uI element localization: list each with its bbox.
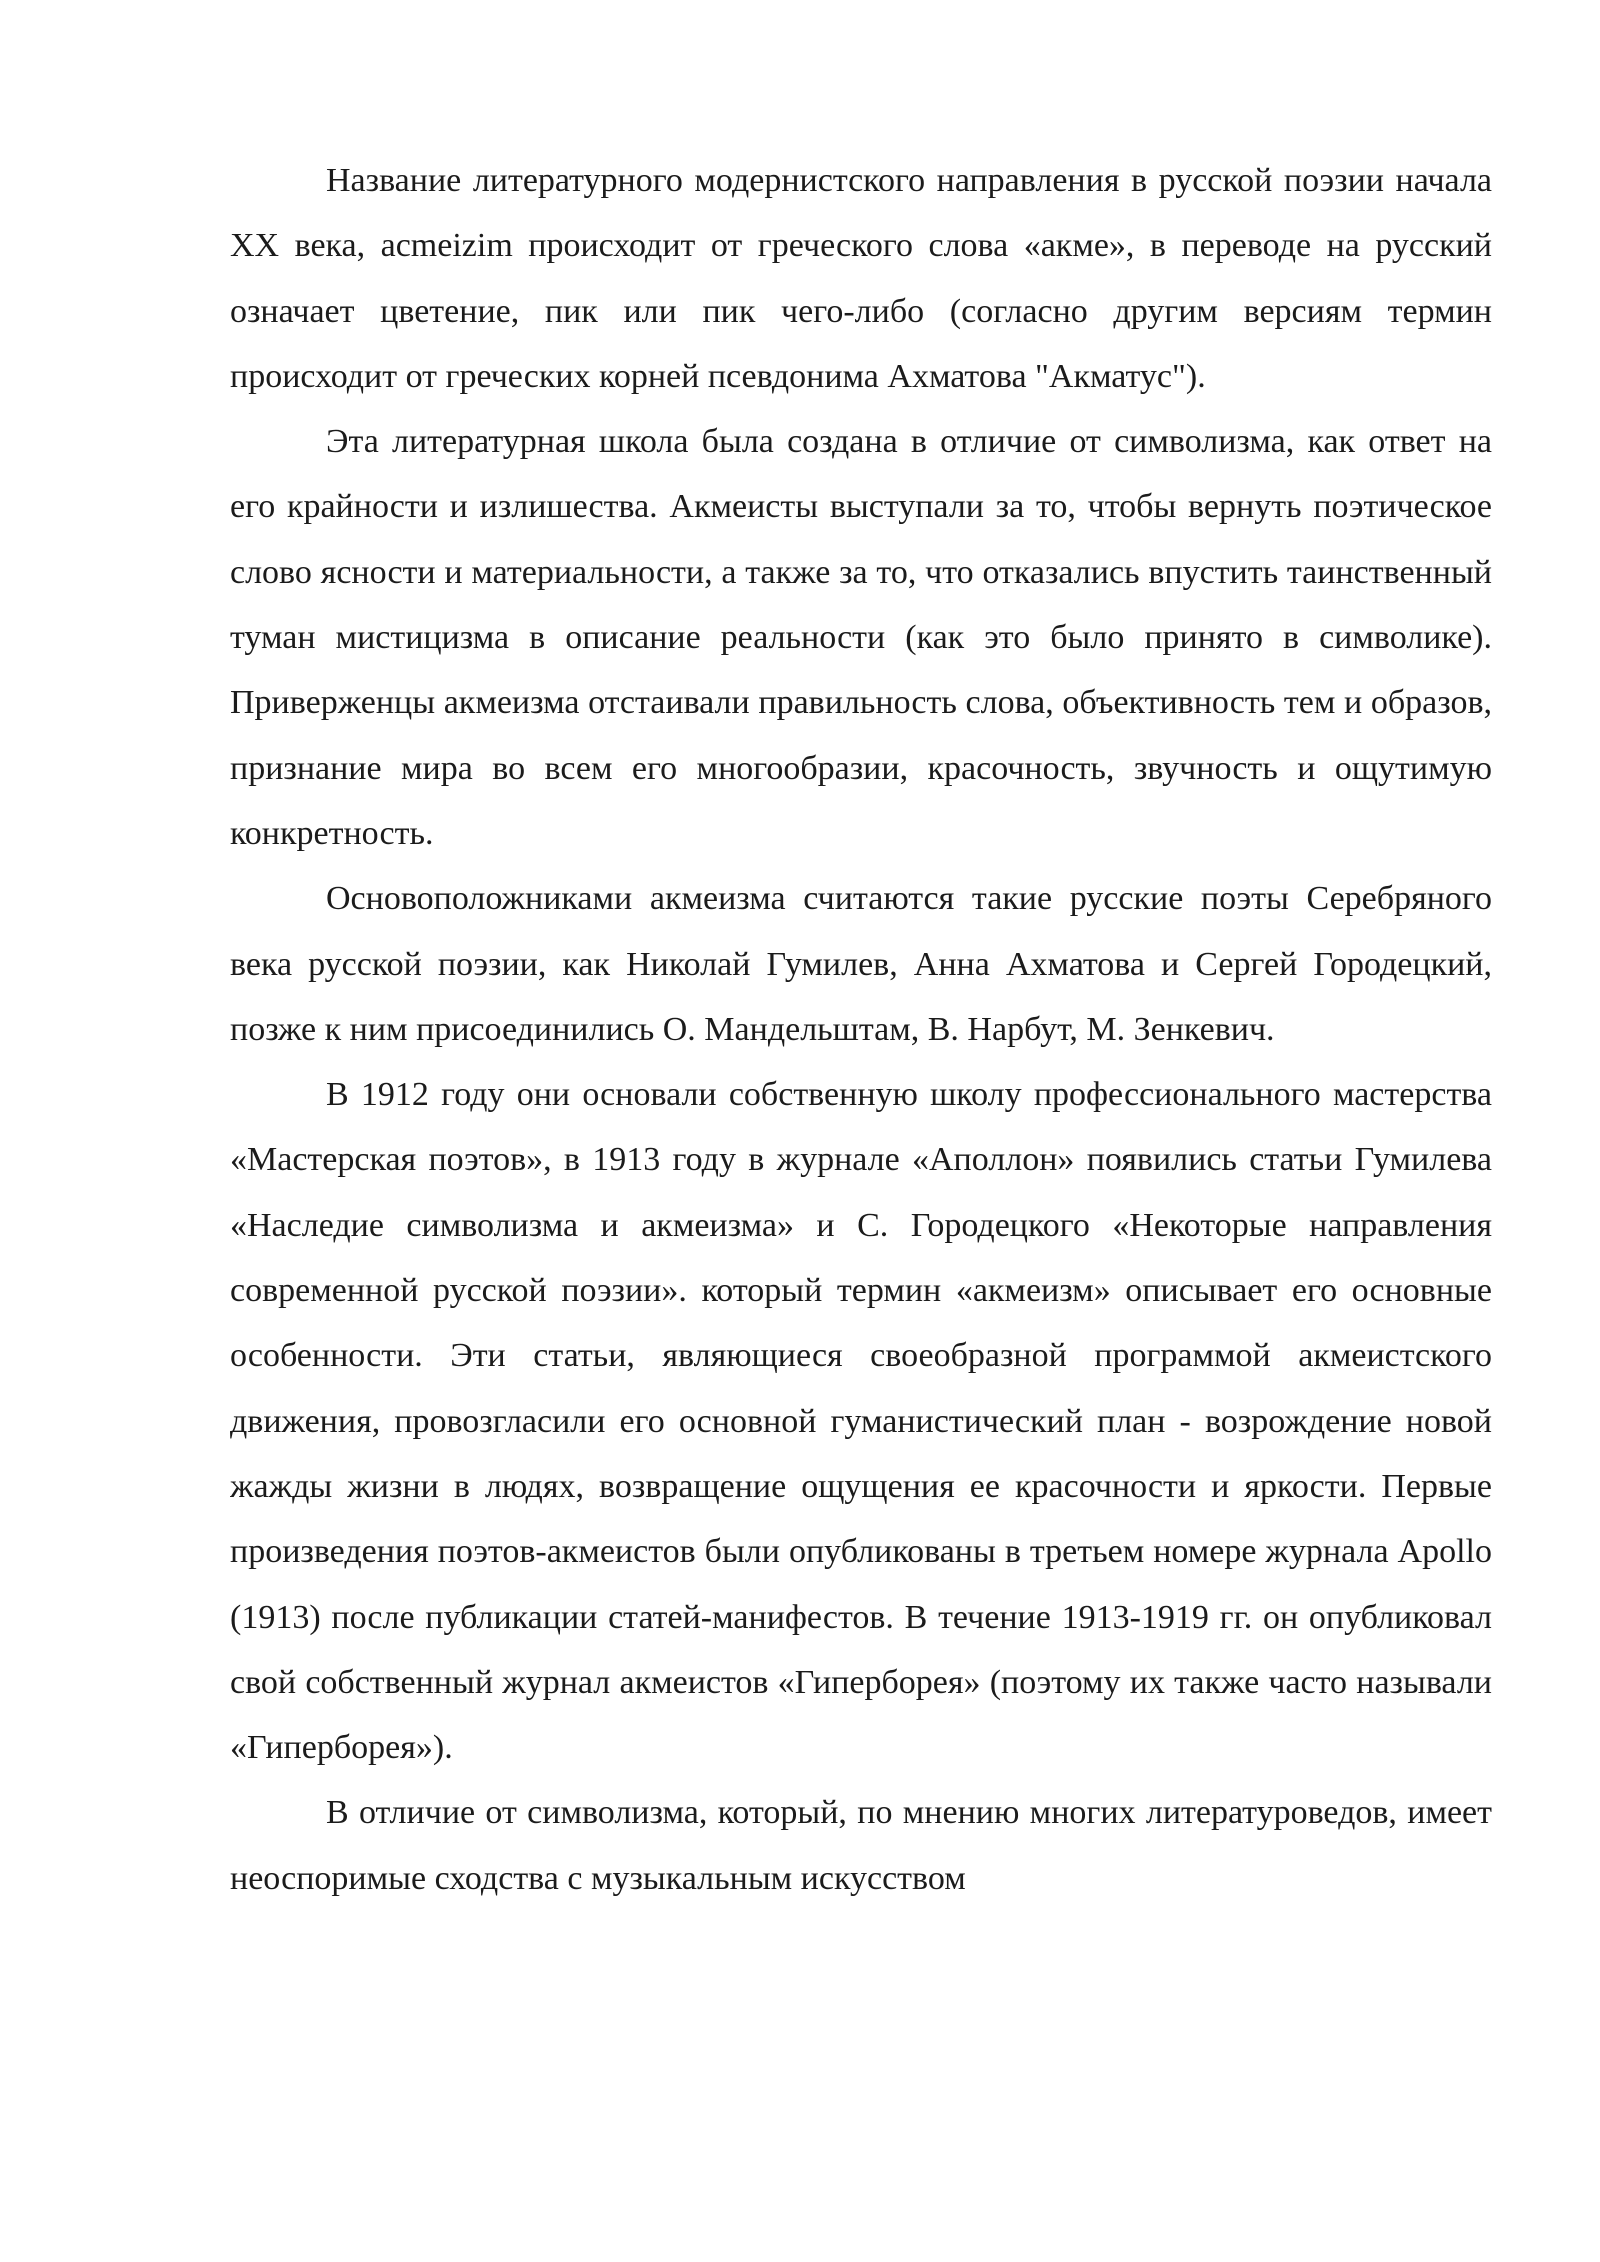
paragraph: В 1912 году они основали собственную школу профессионального мастерства «Мастерская поэтов», в 1913 году в журнале «Аполлон» появились статьи Гумилева «Наследие символизма и акмеизма» и С. Городецкого «Некоторые направления современной русской поэзии». который термин «акмеизм» описывает его основные особенности. Эти статьи, являющиеся своеобразной программой акмеистского движения, провозгласили его основной гуманистический план - возрождение новой жажды жизни в людях, возвращение ощущения ее красочности и яркости. Первые произведения поэтов-акмеистов были опубликованы в третьем номере журнала Apollo (1913) после публикации статей-манифестов. В течение 1913-1919 гг. он опубликовал свой собственный журнал акмеистов «Гиперборея» (поэтому их также часто называли «Гиперборея»). — [230, 1076, 1492, 1767]
paragraph: Основоположниками акмеизма считаются такие русские поэты Серебряного века русской поэзии, как Николай Гумилев, Анна Ахматова и Сергей Городецкий, позже к ним присоединились О. Мандельштам, В. Нарбут, М. Зенкевич. — [230, 880, 1492, 1048]
document-page — [230, 148, 1492, 2178]
paragraph: Название литературного модернистского направления в русской поэзии начала XX века, acmeizim происходит от греческого слова «акме», в переводе на русский означает цветение, пик или пик чего-либо (согласно другим версиям термин происходит от греческих корней псевдонима Ахматова "Акматус"). — [230, 162, 1492, 395]
paragraph: В отличие от символизма, который, по мнению многих литературоведов, имеет неоспоримые сходства с музыкальным искусством — [230, 1794, 1492, 1897]
paragraph: Эта литературная школа была создана в отличие от символизма, как ответ на его крайности и излишества. Акмеисты выступали за то, чтобы вернуть поэтическое слово ясности и материальности, а также за то, что отказались впустить таинственный туман мистицизма в описание реальности (как это было принято в символике). Приверженцы акмеизма отстаивали правильность слова, объективность тем и образов, признание мира во всем его многообразии, красочность, звучность и ощутимую конкретность. — [230, 423, 1492, 852]
